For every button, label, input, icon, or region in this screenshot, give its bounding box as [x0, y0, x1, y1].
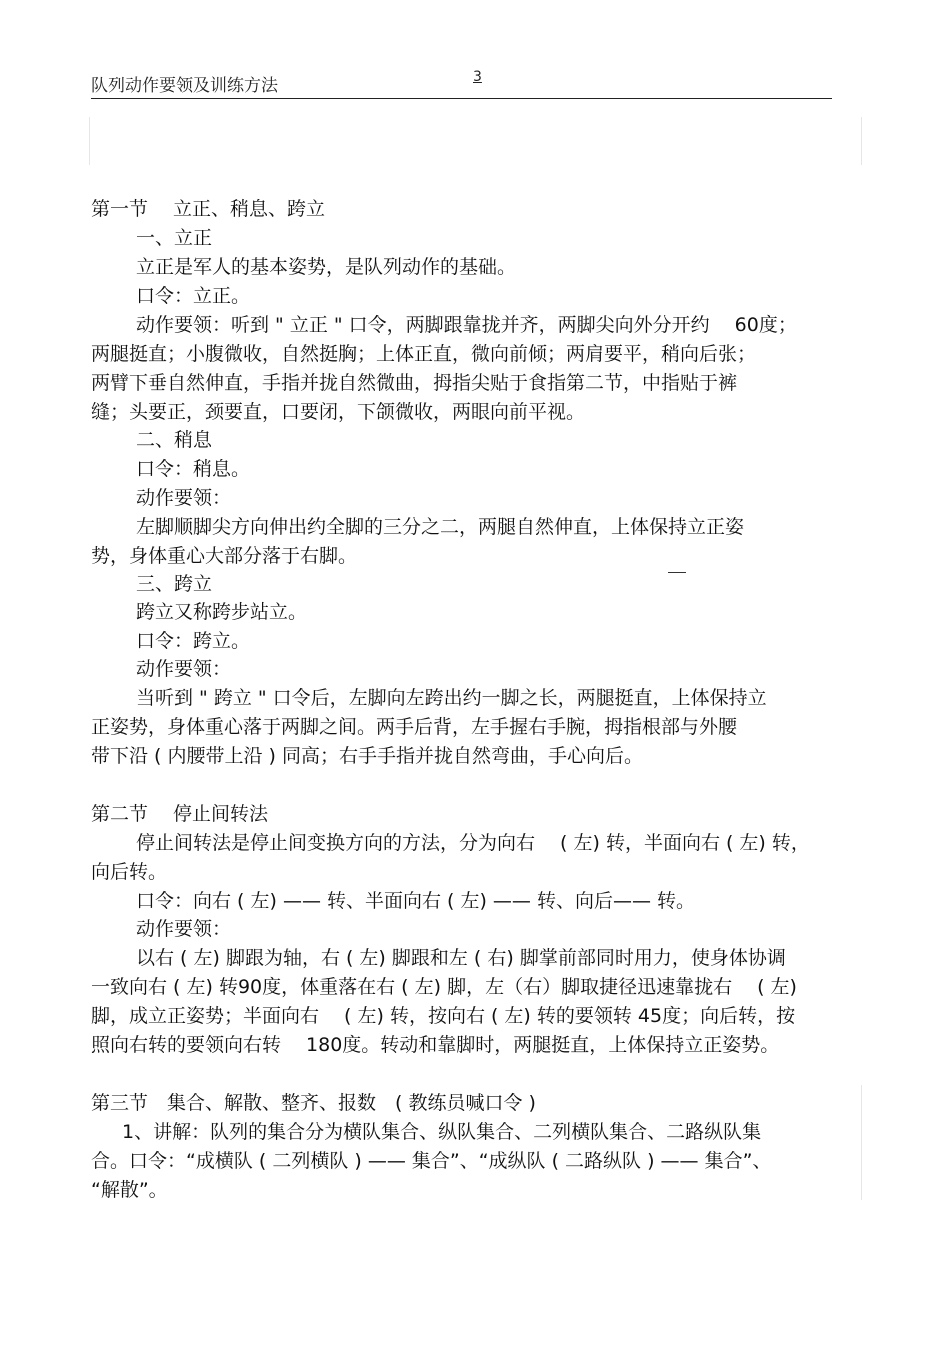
s1-subheading-parade-rest: 三、跨立: [136, 573, 213, 595]
section3-title: 第三节 集合、解散、整齐、报数 ( 教练员喊口令 ): [91, 1092, 536, 1114]
s1-subheading-stand-at-attention: 一、立正: [136, 227, 213, 249]
s1-essentials-1-line-2: 两腿挺直；小腹微收，自然挺胸；上体正直，微向前倾；两肩要平，稍向后张；: [91, 343, 757, 365]
s1-essentials-3-label: 动作要领：: [136, 658, 232, 680]
s1-essentials-1-line-3: 两臂下垂自然伸直，手指并拢自然微曲，拇指尖贴于食指第二节，中指贴于裤: [91, 372, 738, 394]
s2-essentials-line-4: 照向右转的要领向右转 180度。转动和靠脚时，两腿挺直，上体保持立正姿势。: [91, 1034, 780, 1056]
header-title: 队列动作要领及训练方法: [91, 76, 278, 96]
s3-line-1: 1、讲解：队列的集合分为横队集合、纵队集合、二列横队集合、二路纵队集: [122, 1121, 762, 1143]
s3-line-2: 合。口令：“成横队 ( 二列横队 ) —— 集合”、“成纵队 ( 二路纵队 ) —— 集合”、: [91, 1150, 772, 1172]
s1-essentials-2-label: 动作要领：: [136, 487, 232, 509]
page-number: 3: [473, 69, 482, 85]
margin-line-right-top: [861, 117, 862, 165]
s1-essentials-1-line-4: 缝；头要正，颈要直，口要闭，下颌微收，两眼向前平视。: [91, 401, 586, 423]
margin-line-right-bottom: [861, 1085, 862, 1200]
s1-essentials-3-line-1: 当听到 " 跨立 " 口令后，左脚向左跨出约一脚之长，两腿挺直，上体保持立: [136, 687, 767, 709]
s1-command-2: 口令：稍息。: [136, 458, 251, 480]
s3-line-3: “解散”。: [91, 1179, 168, 1201]
s1-essentials-2-line-1: 左脚顺脚尖方向伸出约全脚的三分之二，两腿自然伸直，上体保持立正姿: [136, 516, 745, 538]
s1-essentials-2-line-2: 势，身体重心大部分落于右脚。: [91, 545, 358, 567]
s1-paragraph-intro: 立正是军人的基本姿势，是队列动作的基础。: [136, 256, 517, 278]
s2-paragraph-line-2: 向后转。: [91, 861, 168, 883]
s1-command-3: 口令：跨立。: [136, 630, 251, 652]
s1-subheading-at-ease: 二、稍息: [136, 429, 213, 451]
s2-essentials-label: 动作要领：: [136, 918, 232, 940]
section1-title: 第一节 立正、稍息、跨立: [91, 198, 326, 220]
s1-essentials-3-line-3: 带下沿 ( 内腰带上沿 ) 同高；右手手指并拢自然弯曲，手心向后。: [91, 745, 643, 767]
s2-command: 口令：向右 ( 左) —— 转、半面向右 ( 左) —— 转、向后—— 转。: [136, 890, 696, 912]
s1-paragraph-parade-rest: 跨立又称跨步站立。: [136, 601, 308, 623]
s1-essentials-3-line-2: 正姿势，身体重心落于两脚之间。两手后背，左手握右手腕，拇指根部与外腰: [91, 716, 738, 738]
s2-paragraph-line-1: 停止间转法是停止间变换方向的方法，分为向右 ( 左) 转，半面向右 ( 左) 转，: [136, 832, 810, 854]
margin-line-left-top: [89, 117, 90, 165]
section2-title: 第二节 停止间转法: [91, 803, 269, 825]
s1-command-1: 口令：立正。: [136, 285, 251, 307]
s2-essentials-line-1: 以右 ( 左) 脚跟为轴，右 ( 左) 脚跟和左 ( 右) 脚掌前部同时用力，使身体协调: [136, 947, 786, 969]
s2-essentials-line-2: 一致向右 ( 左) 转90度，体重落在右 ( 左) 脚，左（右）脚取捷径迅速靠拢右 ( 左): [91, 976, 797, 998]
page-header: [91, 68, 832, 99]
stray-dash-mark: [668, 572, 686, 573]
s1-essentials-1-line-1: 动作要领：听到 " 立正 " 口令，两脚跟靠拢并齐，两脚尖向外分开约 60度；: [136, 314, 797, 336]
s2-essentials-line-3: 脚，成立正姿势；半面向右 ( 左) 转，按向右 ( 左) 转的要领转 45度；向后转，按: [91, 1005, 796, 1027]
